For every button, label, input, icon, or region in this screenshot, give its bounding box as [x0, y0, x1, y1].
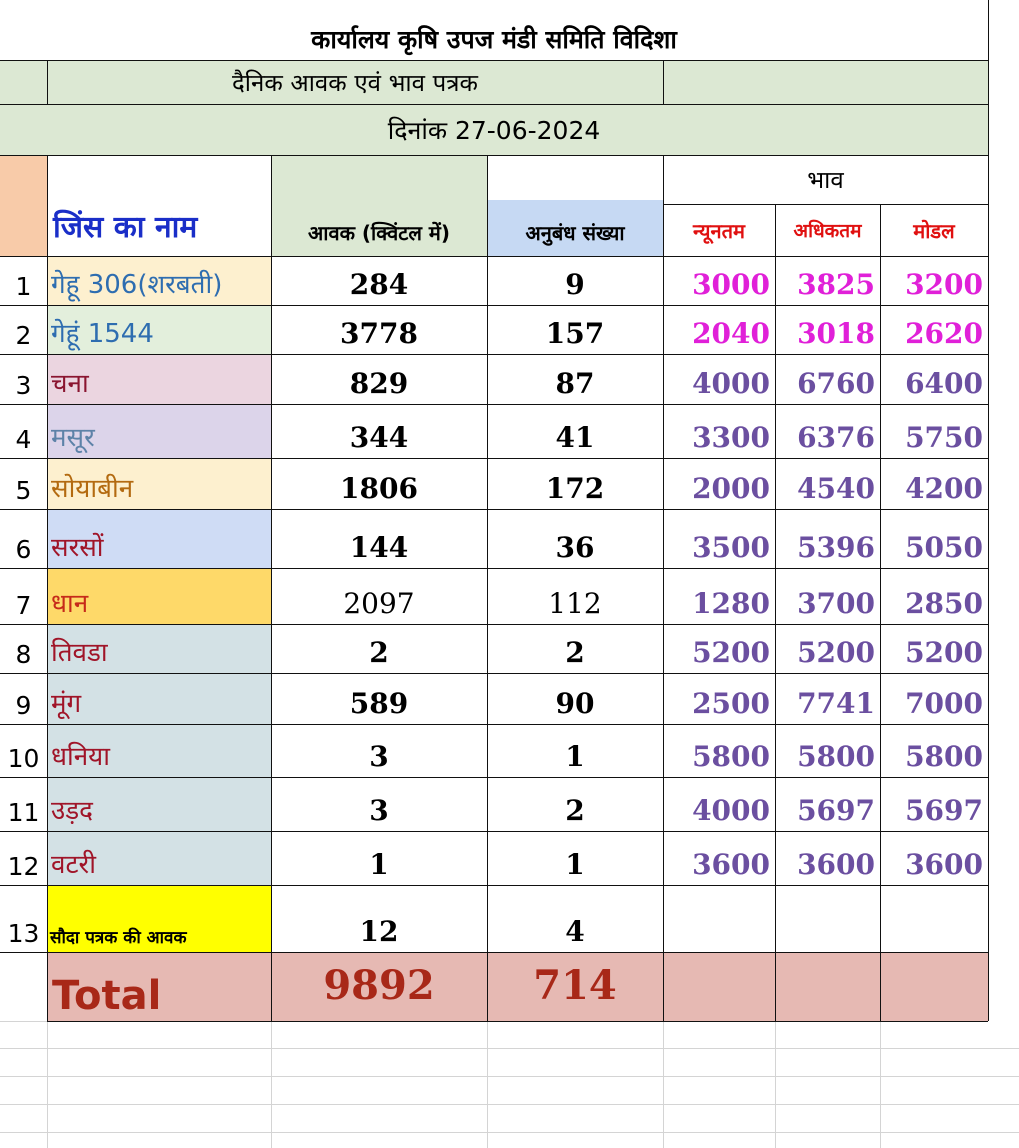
max-price: 5800 — [797, 740, 875, 773]
arrival-value: 3 — [369, 740, 389, 773]
row-number: 5 — [15, 476, 32, 505]
min-price: 4000 — [692, 794, 770, 827]
arrival-value: 144 — [349, 531, 409, 564]
modal-price: 2850 — [905, 587, 983, 620]
contracts-value: 1 — [565, 740, 585, 773]
min-price: 2500 — [692, 687, 770, 720]
max-price: 3825 — [797, 268, 875, 301]
header-blank — [487, 155, 663, 200]
contracts-value: 157 — [545, 317, 605, 350]
commodity-name: उड़द — [47, 777, 271, 831]
contracts-value: 172 — [545, 472, 605, 505]
page-subtitle: दैनिक आवक एवं भाव पत्रक — [47, 60, 663, 104]
total-contracts: 714 — [533, 962, 617, 1009]
min-price: 3500 — [692, 531, 770, 564]
arrival-value: 1806 — [340, 472, 418, 505]
row-number: 11 — [7, 798, 40, 827]
arrival-value: 829 — [349, 367, 409, 400]
max-price: 3600 — [797, 848, 875, 881]
price-header: भाव — [807, 166, 844, 194]
contracts-value: 2 — [565, 794, 585, 827]
commodity-name: मसूर — [47, 404, 271, 458]
sn-header — [0, 155, 47, 256]
row-number: 1 — [15, 272, 32, 301]
min-price: 3600 — [692, 848, 770, 881]
commodity-name: सोयाबीन — [47, 458, 271, 509]
commodity-name: गेहूं 1544 — [47, 305, 271, 354]
header-blank — [0, 60, 47, 104]
min-price: 3300 — [692, 421, 770, 454]
modal-price: 5800 — [905, 740, 983, 773]
modal-price: 5697 — [905, 794, 983, 827]
arrival-value: 2097 — [343, 587, 415, 620]
contracts-value: 36 — [555, 531, 595, 564]
max-price: 5200 — [797, 636, 875, 669]
contracts-value: 1 — [565, 848, 585, 881]
max-price: 7741 — [797, 687, 875, 720]
modal-price: 5200 — [905, 636, 983, 669]
modal-price: 7000 — [905, 687, 983, 720]
modal-price: 6400 — [905, 367, 983, 400]
total-label: Total — [52, 973, 162, 1019]
header-blank — [663, 60, 988, 104]
commodity-header: जिंस का नाम — [53, 210, 198, 245]
row-number: 7 — [15, 591, 32, 620]
row-number: 9 — [15, 691, 32, 720]
max-price: 6760 — [797, 367, 875, 400]
commodity-name: मूंग — [47, 673, 271, 724]
row-number: 6 — [15, 535, 32, 564]
row-number: 3 — [15, 371, 32, 400]
sauda-arrival: 12 — [359, 915, 399, 948]
arrival-value: 284 — [349, 268, 409, 301]
arrival-header: आवक (क्विंटल में) — [271, 155, 487, 256]
commodity-name: गेहू 306(शरबती) — [47, 256, 271, 305]
commodity-name: धान — [47, 568, 271, 624]
min-price: 2040 — [692, 317, 770, 350]
page-title: कार्यालय कृषि उपज मंडी समिति विदिशा — [311, 25, 677, 54]
row-number: 4 — [15, 425, 32, 454]
modal-price: 3600 — [905, 848, 983, 881]
sauda-name: सौदा पत्रक की आवक — [47, 885, 271, 952]
arrival-value: 3778 — [340, 317, 418, 350]
row-number: 13 — [7, 919, 40, 948]
min-price: 5800 — [692, 740, 770, 773]
max-price: 3700 — [797, 587, 875, 620]
contracts-value: 9 — [565, 268, 585, 301]
contracts-value: 90 — [555, 687, 595, 720]
max-price: 4540 — [797, 472, 875, 505]
modal-price: 4200 — [905, 472, 983, 505]
row-number: 12 — [7, 852, 40, 881]
contracts-header: अनुबंध संख्या — [487, 200, 663, 256]
min-price: 3000 — [692, 268, 770, 301]
max-price: 3018 — [797, 317, 875, 350]
min-price: 4000 — [692, 367, 770, 400]
modal-header: मोडल — [913, 218, 955, 243]
report-date: दिनांक 27-06-2024 — [0, 104, 988, 155]
commodity-name: धनिया — [47, 724, 271, 777]
commodity-name: सरसों — [47, 509, 271, 568]
row-number: 2 — [15, 321, 32, 350]
max-price: 5396 — [797, 531, 875, 564]
min-price: 1280 — [692, 587, 770, 620]
min-header: न्यूनतम — [693, 218, 745, 243]
commodity-name: तिवडा — [47, 624, 271, 673]
contracts-value: 112 — [548, 587, 602, 620]
modal-price: 5750 — [905, 421, 983, 454]
max-price: 6376 — [797, 421, 875, 454]
min-price: 5200 — [692, 636, 770, 669]
row-number: 8 — [15, 640, 32, 669]
max-price: 5697 — [797, 794, 875, 827]
contracts-value: 41 — [555, 421, 595, 454]
arrival-value: 589 — [349, 687, 409, 720]
modal-price: 5050 — [905, 531, 983, 564]
arrival-value: 1 — [369, 848, 389, 881]
modal-price: 3200 — [905, 268, 983, 301]
contracts-value: 87 — [555, 367, 595, 400]
sauda-contracts: 4 — [565, 915, 585, 948]
min-price: 2000 — [692, 472, 770, 505]
arrival-value: 344 — [349, 421, 409, 454]
total-arrival: 9892 — [323, 962, 435, 1009]
commodity-name: चना — [47, 354, 271, 404]
arrival-value: 3 — [369, 794, 389, 827]
arrival-value: 2 — [369, 636, 389, 669]
commodity-name: वटरी — [47, 831, 271, 885]
row-number: 10 — [7, 744, 40, 773]
modal-price: 2620 — [905, 317, 983, 350]
max-header: अधिकतम — [793, 220, 862, 242]
contracts-value: 2 — [565, 636, 585, 669]
